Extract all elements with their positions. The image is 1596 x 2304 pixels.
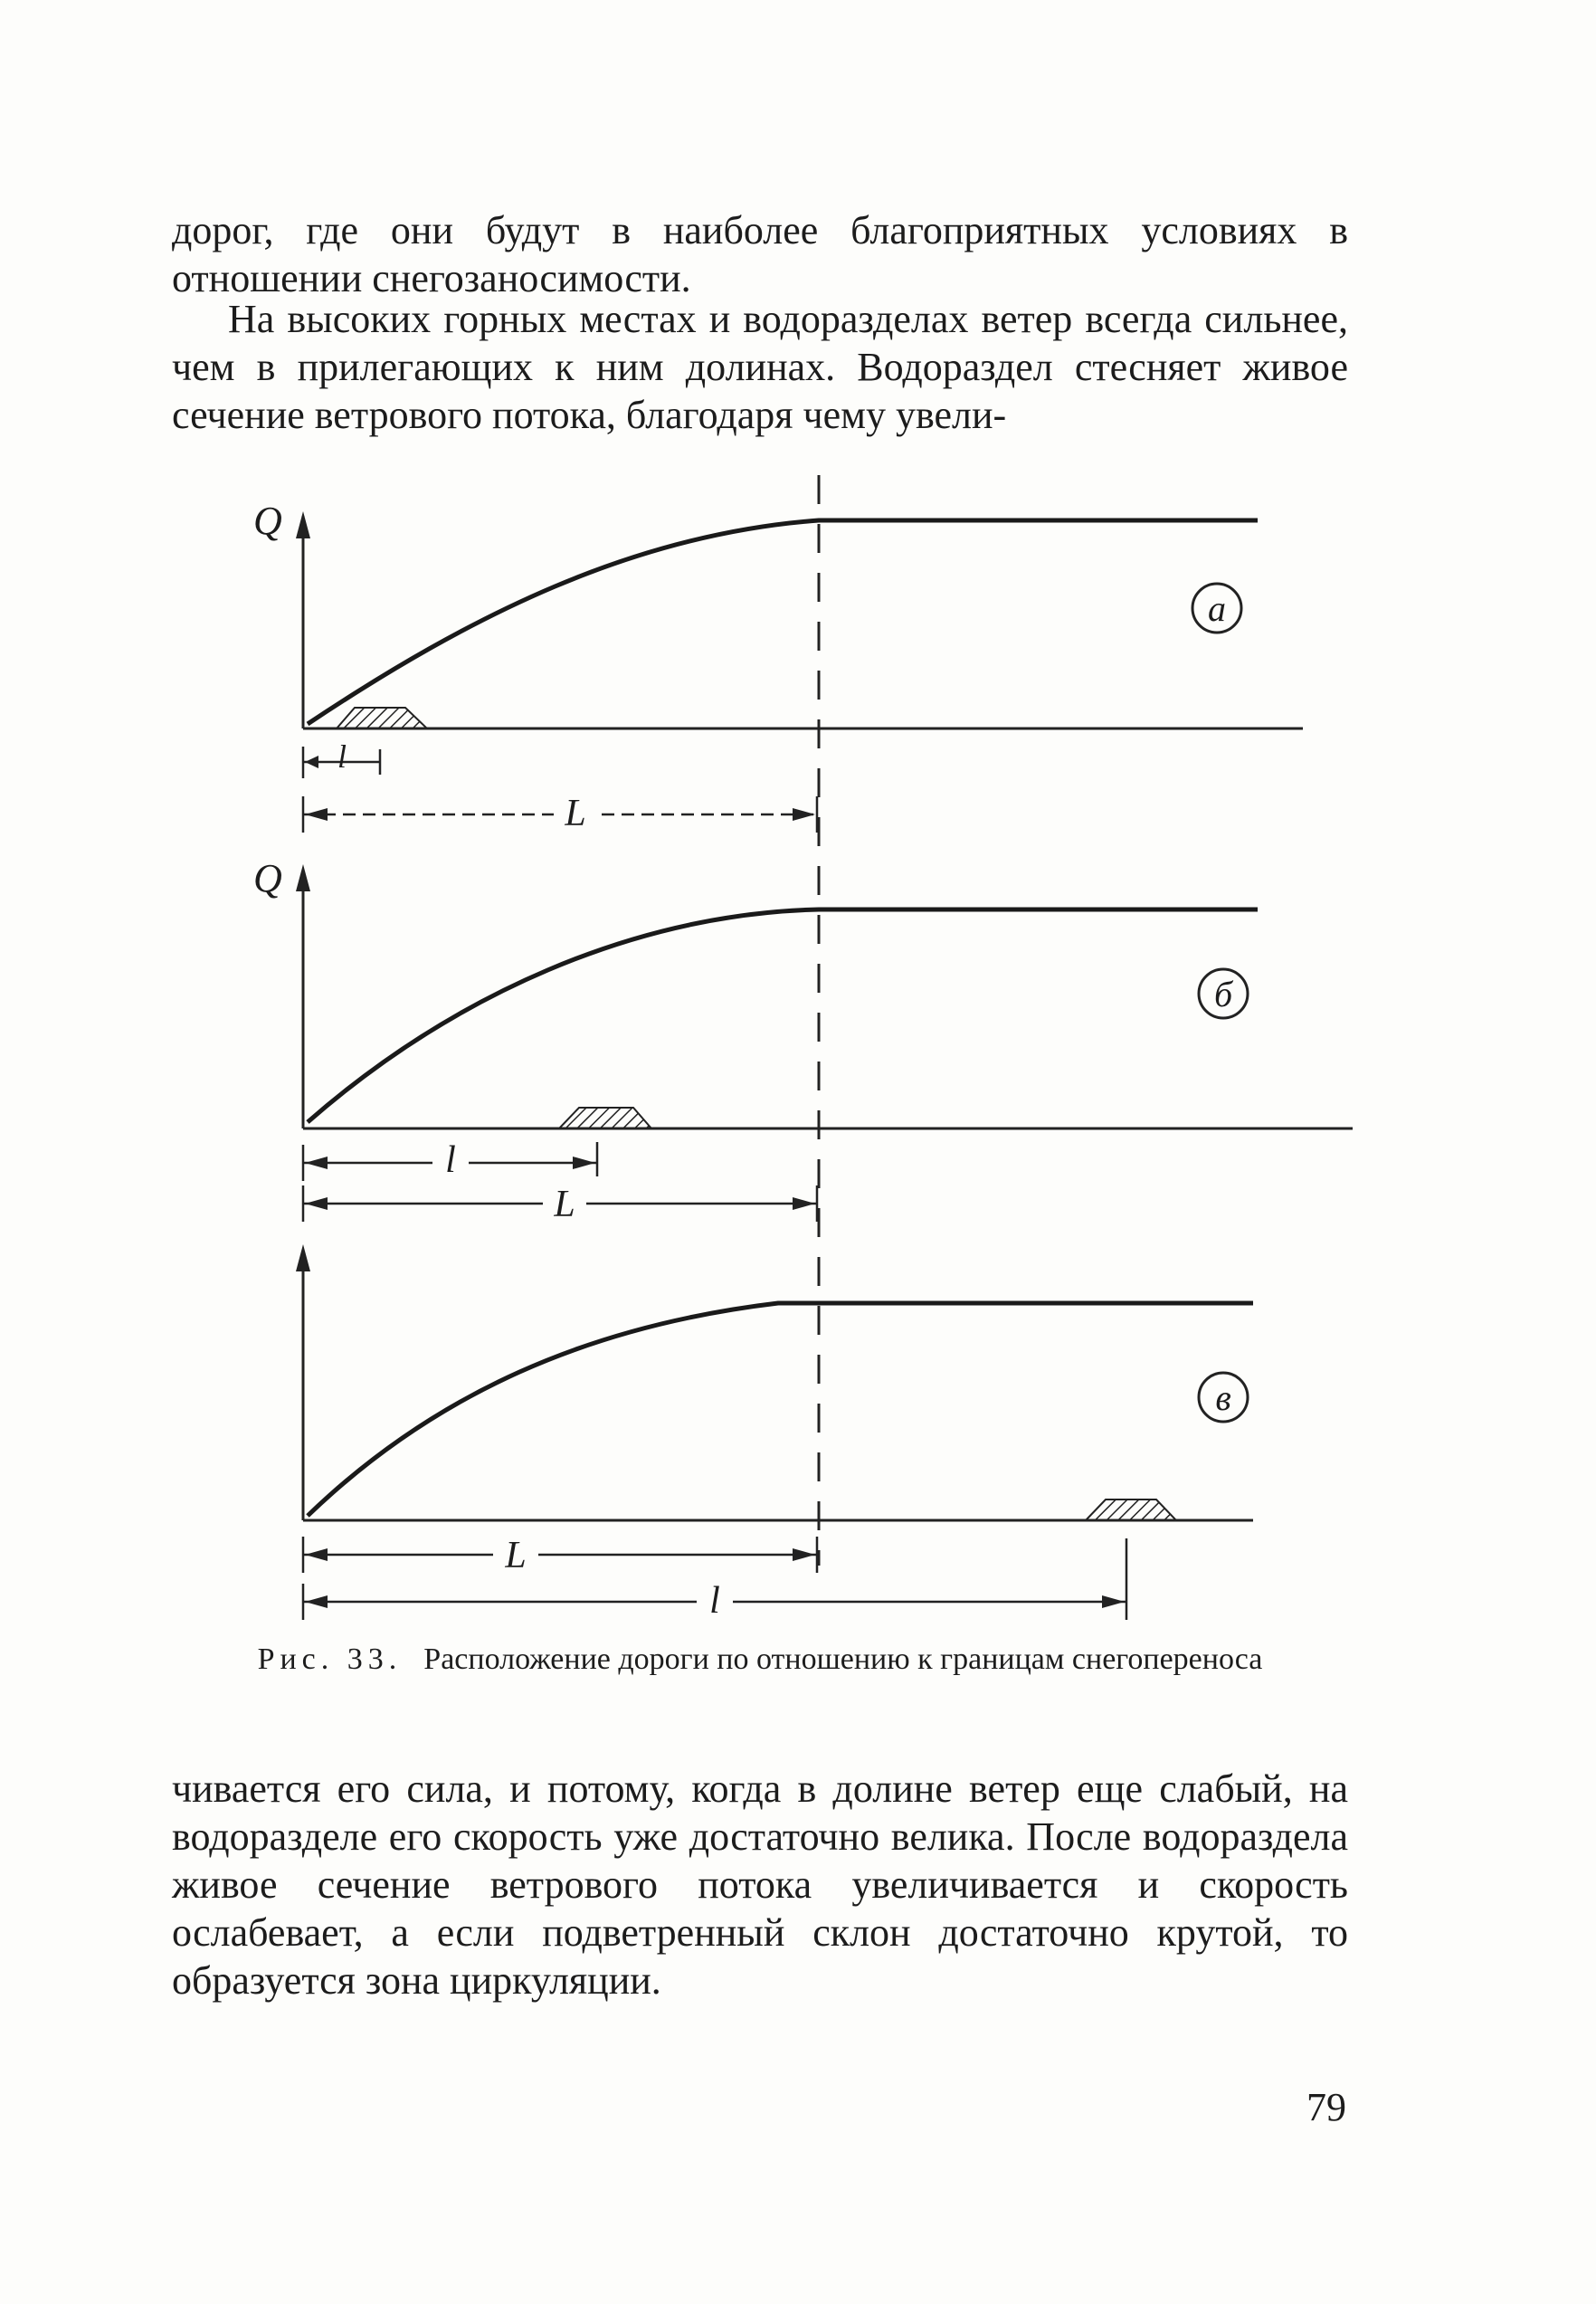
road-embankment-a <box>337 708 427 728</box>
flow-curve-b <box>308 909 1258 1122</box>
dim-long-label-a: L <box>565 793 586 834</box>
svg-text:а: а <box>1208 588 1226 629</box>
dim-long-label-b: L <box>554 1184 575 1225</box>
paragraph-bottom: чивается его сила, и потому, когда в долине ветер еще слабый, на водоразделе его скорость уже достаточно велика. После водораздела живое сечение ветрового потока увеличивается и скорость ослабевает, а если подветренный склон достаточно крутой, то образуется зона циркуляции. <box>172 1766 1348 2003</box>
dim-short-label-v: L <box>505 1535 527 1576</box>
paragraph-top-1: дорог, где они будут в наиболее благоприятных условиях в отношении снегозаносимости. <box>172 208 1348 300</box>
marker-v <box>1199 1373 1248 1422</box>
paragraph-top-2: На высоких горных местах и водоразделах ветер всегда сильнее, чем в прилегающих к ним долинах. Водораздел стесняет живое сечение ветрового потока, благодаря чему увели- <box>172 297 1348 437</box>
figure-caption <box>172 1642 1348 1676</box>
road-embankment-b <box>559 1108 651 1128</box>
flow-curve-a <box>308 520 1258 724</box>
q-axis-arrow-v <box>296 1244 310 1271</box>
caption-text: Расположение дороги по отношению к границам снегопереноса <box>423 1642 1263 1676</box>
dim-long-label-v: l <box>709 1580 720 1622</box>
q-axis-label-b: Q <box>253 856 282 900</box>
road-embankment-v <box>1086 1500 1176 1520</box>
panel-a <box>253 499 1303 834</box>
dim-short-label-a: l <box>337 738 347 775</box>
flow-curve-v <box>308 1303 1253 1516</box>
svg-text:в: в <box>1215 1377 1231 1418</box>
marker-b <box>1199 969 1248 1018</box>
svg-text:б: б <box>1213 974 1233 1014</box>
dim-short-label-b: l <box>445 1139 456 1181</box>
panel-b <box>253 856 1353 1225</box>
marker-a <box>1192 584 1241 633</box>
q-axis-label-a: Q <box>253 499 282 543</box>
panel-v <box>296 1244 1253 1622</box>
q-axis-arrow-a <box>296 511 310 538</box>
caption-label: Рис. 33. <box>257 1642 403 1676</box>
page-number: 79 <box>1306 2085 1346 2129</box>
q-axis-arrow-b <box>296 864 310 891</box>
